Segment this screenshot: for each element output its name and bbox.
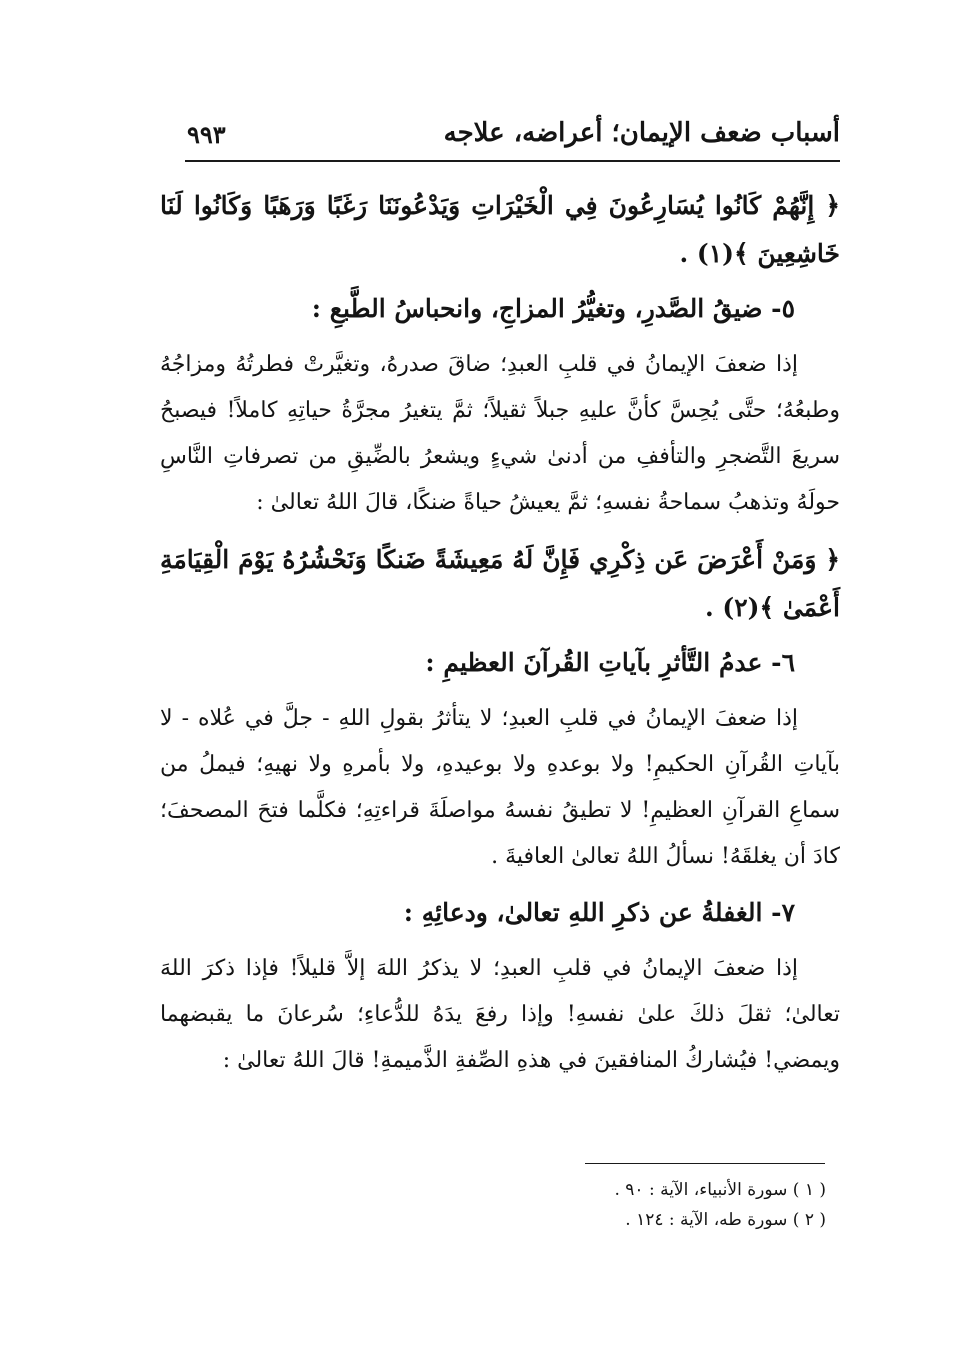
quran-verse-anbiya: ﴿ إِنَّهُمْ كَانُوا يُسَارِعُونَ فِي الْخَيْرَاتِ وَيَدْعُونَنَا رَغَبًا وَرَهَبًا وَكَانُوا لَنَا خَاشِعِينَ ﴾(١) . [160, 191, 840, 268]
page-number: ٩٩٣ [187, 120, 226, 149]
paragraph-6: إذا ضعفَ الإيمانُ في قلبِ العبدِ؛ لا يتأثرُ بقولِ اللهِ - جلَّ في عُلاه - لا بآياتِ القُرآنِ الحكيمِ! ولا بوعدهِ ولا بوعيدهِ، ولا بأمرهِ ولا نهيهِ؛ فيملُ من سماعِ القرآنِ العظيمِ! لا تطيقُ نفسهُ مواصلَةَ قراءتِهِ؛ فكلَّما فتحَ المصحفَ؛ كادَ أن يغلقَهُ! نسألُ اللهُ تعالىٰ العافيةَ . [160, 706, 840, 869]
paragraph-5: إذا ضعفَ الإيمانُ في قلبِ العبدِ؛ ضاقَ صدرهُ، وتغيَّرتْ فطرتُهُ ومزاجُهُ وطبعُهُ؛ حتَّى يُحِسَّ كأنَّ عليهِ جبلاً ثقيلاً؛ ثمَّ يتغيرُ مجرَّةُ حياتِهِ كاملاً! فيصبحُ سريعَ التَّضجرِ والتأففِ من أدنىٰ شيءٍ ويشعرُ بالضِّيقِ من تصرفاتِ النَّاسِ حولَهُ وتذهبُ سماحةُ نفسهِ؛ ثمَّ يعيشُ حياةً ضنكًا، قالَ اللهُ تعالىٰ : [160, 352, 840, 515]
footnotes [406, 1175, 826, 1235]
quran-verse-taha: ﴿ وَمَنْ أَعْرَضَ عَن ذِكْرِي فَإِنَّ لَهُ مَعِيشَةً ضَنكًا وَنَحْشُرُهُ يَوْمَ الْقِيَامَةِ أَعْمَىٰ ﴾(٢) . [160, 545, 840, 622]
footnote-2: ( ٢ ) سورة طه، الآية : ١٢٤ . [625, 1210, 826, 1230]
footnote-divider [585, 1163, 825, 1164]
paragraph-7: إذا ضعفَ الإيمانُ في قلبِ العبدِ؛ لا يذكرُ اللهَ إلاَّ قليلاً! فإذا ذكرَ اللهَ تعالىٰ؛ ثقلَ ذلكَ علىٰ نفسهِ! وإذا رفعَ يدَهُ للدُّعاءِ؛ سُرعانَ ما يقبضهما ويمضي! فيُشاركُ المنافقينَ في هذهِ الصِّفةِ الذَّميمةِ! قالَ اللهُ تعالىٰ : [160, 956, 840, 1073]
running-header [185, 118, 840, 158]
running-title: أسباب ضعف الإيمان؛ أعراضه، علاجه [443, 118, 840, 148]
section-heading-5: ٥- ضيقُ الصَّدرِ، وتغيُّرُ المزاجِ، وانحباسُ الطَّبعِ : [311, 294, 795, 323]
main-text [160, 182, 840, 1094]
header-divider [185, 160, 840, 162]
section-heading-6: ٦- عدمُ التَّأثرِ بآياتِ القُرآنَ العظيمِ : [425, 648, 795, 677]
section-heading-7: ٧- الغفلةُ عن ذكرِ اللهِ تعالىٰ، ودعائِهِ : [403, 898, 795, 927]
footnote-1: ( ١ ) سورة الأنبياء، الآية : ٩٠ . [614, 1180, 826, 1200]
